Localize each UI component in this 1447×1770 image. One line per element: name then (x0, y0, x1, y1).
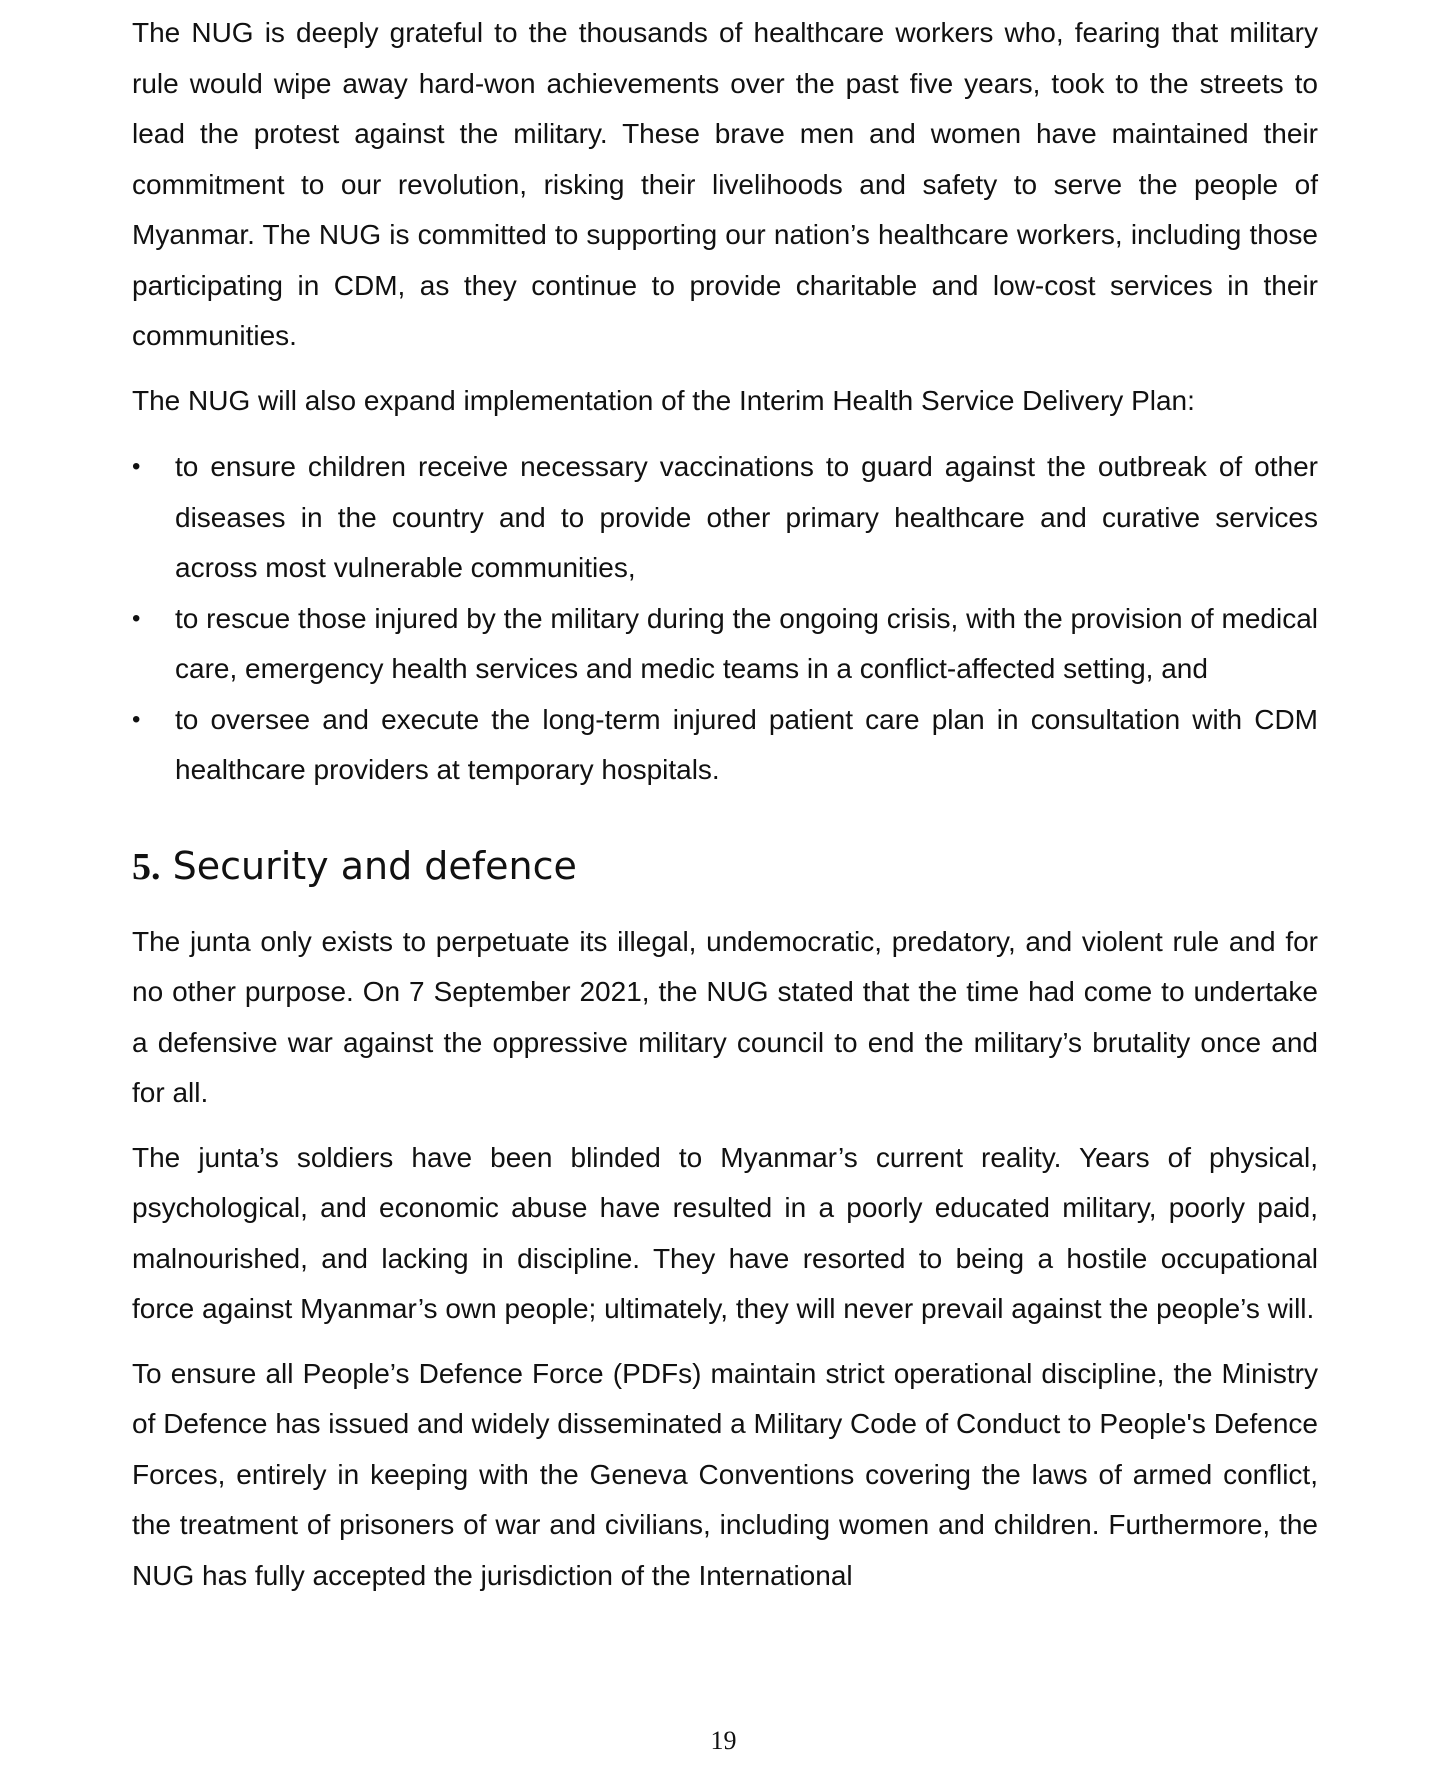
paragraph-healthcare-workers: The NUG is deeply grateful to the thousands of healthcare workers who, fearing that military rule would wipe away hard-won achievements over the past five years, took to the streets to lead the protest against the military. These brave men and women have maintained their commitment to our revolution, risking their livelihoods and safety to serve the people of Myanmar. The NUG is committed to supporting our nation’s healthcare workers, including those participating in CDM, as they continue to provide charitable and low-cost services in their communities. (132, 17, 1318, 351)
list-item (132, 442, 1318, 594)
section-number: 5. (132, 845, 161, 888)
bullet-text-rescue-injured: to rescue those injured by the military during the ongoing crisis, with the provision of medical care, emergency health services and medic teams in a conflict-affected setting, and (175, 602, 1318, 684)
bullet-text-patient-care-plan: to oversee and execute the long-term injured patient care plan in consultation with CDM healthcare providers at temporary hospitals. (175, 703, 1318, 785)
bullet-icon: • (132, 453, 141, 480)
section-heading (132, 838, 1318, 895)
page-content (132, 8, 1318, 1601)
paragraph-code-of-conduct: To ensure all People’s Defence Force (PDFs) maintain strict operational discipline, the Ministry of Defence has issued and widely disseminated a Military Code of Conduct to People's Defence Forces, entirely in keeping with the Geneva Conventions covering the laws of armed conflict, the treatment of prisoners of war and civilians, including women and children. Furthermore, the NUG has fully accepted the jurisdiction of the International (132, 1357, 1318, 1591)
paragraph-health-plan-intro: The NUG will also expand implementation of the Interim Health Service Delivery Plan: (132, 384, 1195, 416)
health-plan-bullet-list (132, 442, 1318, 796)
bullet-icon: • (132, 705, 141, 733)
list-item (132, 594, 1318, 695)
bullet-icon: • (132, 604, 141, 632)
paragraph-junta-soldiers: The junta’s soldiers have been blinded to Myanmar’s current reality. Years of physical, psychological, and economic abuse have resulted in a poorly educated military, poorly paid, malnourished, and lacking in discipline. They have resorted to being a hostile occupational force against Myanmar’s own people; ultimately, they will never prevail against the people’s will. (132, 1141, 1318, 1324)
page-number: 19 (710, 1726, 737, 1755)
bullet-text-vaccinations: to ensure children receive necessary vaccinations to guard against the outbreak of other diseases in the country and to provide other primary healthcare and curative services across most vulnerable communities, (175, 451, 1318, 583)
list-item (132, 695, 1318, 796)
paragraph-junta-purpose: The junta only exists to perpetuate its illegal, undemocratic, predatory, and violent rule and for no other purpose. On 7 September 2021, the NUG stated that the time had come to undertake a defensive war against the oppressive military council to end the military’s brutality once and for all. (132, 925, 1318, 1108)
section-title: Security and defence (172, 843, 577, 888)
